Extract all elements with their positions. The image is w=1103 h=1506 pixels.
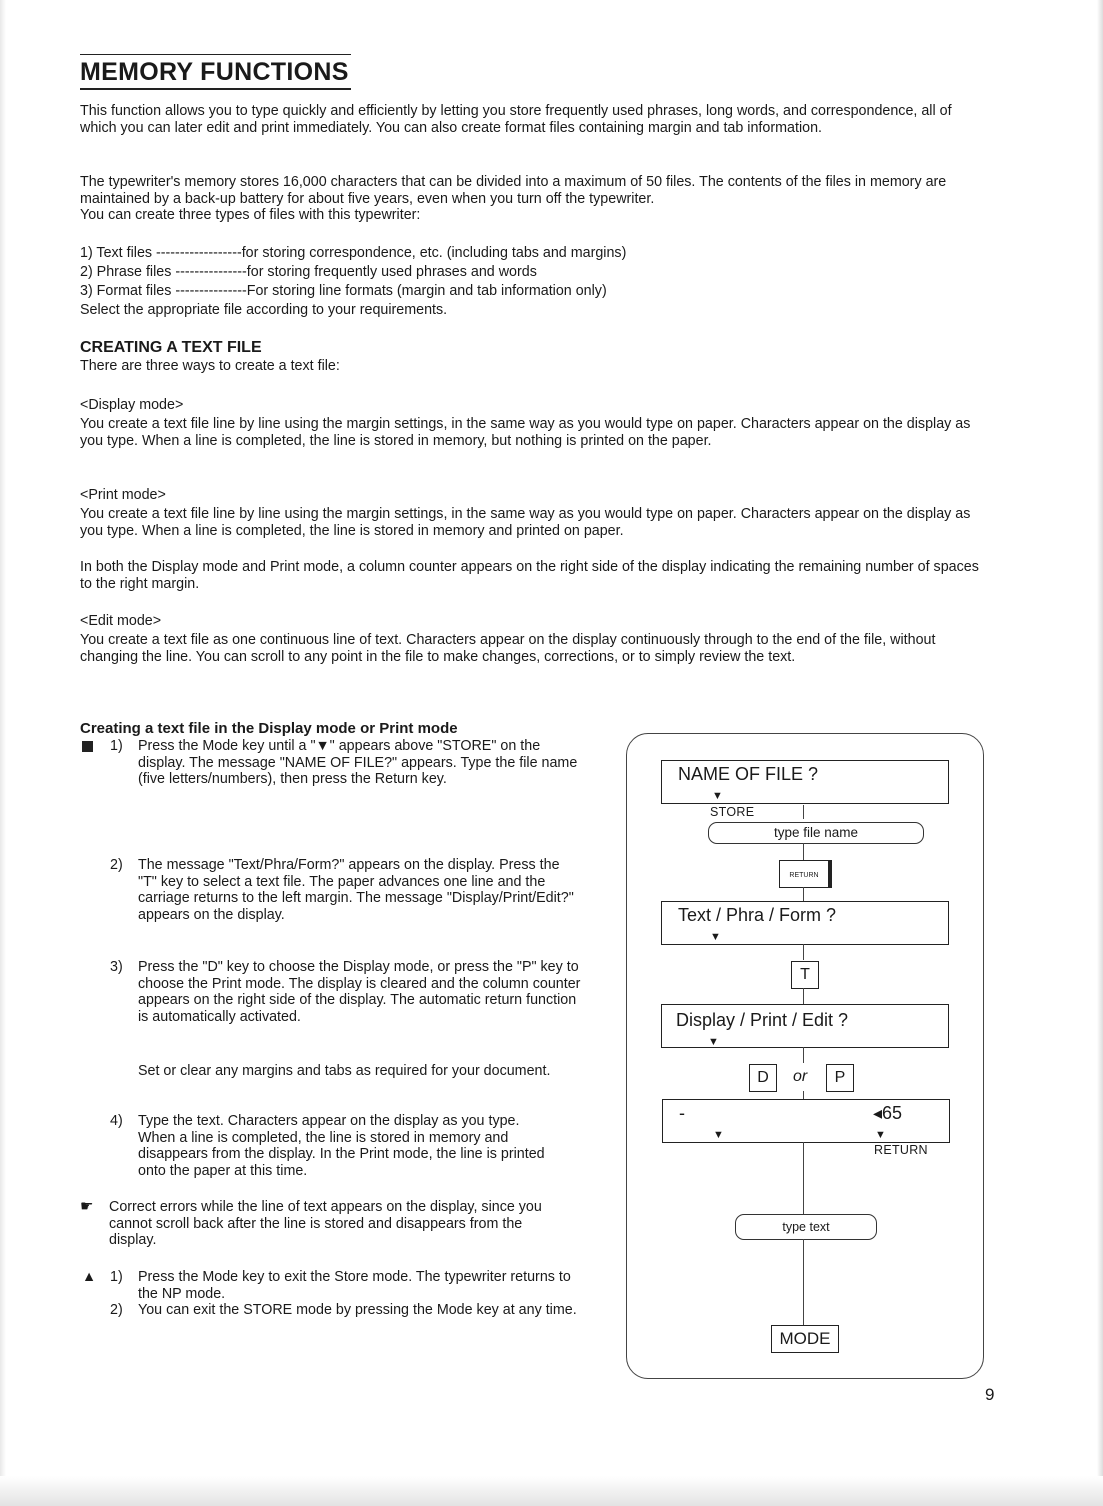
step-number: 1): [110, 738, 123, 754]
connector-line: [803, 843, 804, 861]
step-number: 2): [110, 857, 123, 873]
display-mode-text: You create a text file line by line using the margin settings, in the same way as you would type on paper. Characters appear on the display as you type. When a line is completed, the line is stored in memory, but nothing is printed on the paper.: [80, 416, 971, 449]
display-mode-label: <Display mode>: [80, 397, 184, 413]
d-key: D: [749, 1064, 777, 1092]
select-line: Select the appropriate file according to your requirements.: [80, 302, 448, 318]
subheading: Creating a text file in the Display mode or Print mode: [80, 720, 458, 737]
type-file-name-pill: type file name: [708, 822, 924, 844]
connector-line: [803, 887, 804, 901]
intro-paragraph: This function allows you to type quickly and efficiently by letting you store frequently used phrases, long words, and correspondence, all of which you can later edit and print immediately. You can also create format files containing margin and tab information.: [80, 103, 952, 136]
lcd-text-phra-form: [661, 901, 949, 945]
edit-mode-label: <Edit mode>: [80, 613, 162, 629]
p-key: P: [826, 1064, 854, 1092]
return-label: RETURN: [874, 1143, 928, 1157]
scan-edge-right: [1097, 0, 1103, 1506]
file-type-phrase: 2) Phrase files ---------------for storing frequently used phrases and words: [80, 264, 537, 280]
store-label: STORE: [710, 805, 755, 819]
step-1-text: Press the Mode key until a "▼" appears above "STORE" on the display. The message "NAME OF FILE?" appears. Type the file name (five letters/numbers), then press the Return key.: [138, 738, 578, 787]
caution-step-1: Press the Mode key to exit the Store mode. The typewriter returns to the NP mode.: [138, 1269, 571, 1302]
lcd-dash: -: [679, 1103, 685, 1123]
step-3-text: Press the "D" key to choose the Display mode, or press the "P" key to choose the Print mode. The display is cleared and the column counter appears on the right side of the display. The automatic return function is automatically activated.: [138, 959, 581, 1025]
triangle-caution-icon: ▲: [82, 1269, 97, 1285]
return-key: RETURN: [779, 860, 832, 888]
step-4-text: Type the text. Characters appear on the display as you type. When a line is completed, the line is stored in memory and disappears from the display. In the Print mode, the line is printed onto the paper at this time.: [138, 1113, 545, 1179]
step-number: 1): [110, 1269, 123, 1285]
margins-note: Set or clear any margins and tabs as required for your document.: [138, 1063, 551, 1079]
lcd-name-of-file: [661, 760, 949, 804]
connector-line: [803, 1142, 804, 1214]
lcd-text: Display / Print / Edit ?: [676, 1010, 849, 1030]
page-number: 9: [985, 1385, 995, 1404]
page-title: MEMORY FUNCTIONS: [80, 54, 351, 90]
caution-step-2: You can exit the STORE mode by pressing the Mode key at any time.: [138, 1302, 577, 1318]
print-mode-text: You create a text file line by line using the margin settings, in the same way as you would type on paper. Characters appear on the display as you type. When a line is completed, the line is stored in memory and printed on paper.: [80, 506, 971, 539]
arrow-down-icon: ▼: [712, 790, 723, 802]
memory-paragraph: The typewriter's memory stores 16,000 characters that can be divided into a maximum of 50 files. The contents of the files in memory are maintained by a back-up battery for about five years, even when you turn off the typewriter.: [80, 174, 947, 207]
column-counter: ◂65: [873, 1103, 903, 1123]
arrow-down-icon: ▼: [710, 931, 721, 943]
arrow-down-icon: ▼: [713, 1129, 724, 1141]
connector-line: [803, 1091, 804, 1099]
connector-line: [803, 805, 804, 819]
file-type-format: 3) Format files ---------------For storing line formats (margin and tab information only): [80, 283, 607, 299]
connector-line: [803, 988, 804, 1004]
lcd-display-print-edit: [661, 1004, 949, 1048]
types-intro: You can create three types of files with this typewriter:: [80, 207, 421, 223]
scan-edge-bottom: [0, 1476, 1103, 1506]
lcd-column-counter: [662, 1099, 950, 1143]
print-mode-label: <Print mode>: [80, 487, 166, 503]
hand-pointer-icon: ☛: [80, 1198, 94, 1215]
note-text: Correct errors while the line of text appears on the display, since you cannot scroll back after the line is stored and disappears from the display.: [109, 1199, 542, 1248]
three-ways-line: There are three ways to create a text file:: [80, 358, 340, 374]
type-text-pill: type text: [735, 1214, 877, 1240]
connector-line: [803, 1047, 804, 1063]
mode-key: MODE: [771, 1325, 839, 1353]
square-bullet-icon: [82, 741, 93, 752]
t-key: T: [791, 961, 819, 989]
edit-mode-text: You create a text file as one continuous line of text. Characters appear on the display continuously through to the end of the file, without changing the line. You can scroll to any point in the file to make changes, corrections, or to simply review the text.: [80, 632, 936, 665]
step-number: 4): [110, 1113, 123, 1129]
file-type-text: 1) Text files ------------------for storing correspondence, etc. (including tabs and margins): [80, 245, 627, 261]
scan-edge-left: [0, 0, 6, 1506]
step-number: 3): [110, 959, 123, 975]
lcd-text: NAME OF FILE ?: [678, 764, 819, 784]
step-2-text: The message "Text/Phra/Form?" appears on the display. Press the "T" key to select a text file. The paper advances one line and the carriage returns to the left margin. The message "Display/Print/Edit?" appears on the display.: [138, 857, 574, 923]
connector-line: [803, 944, 804, 960]
step-number: 2): [110, 1302, 123, 1318]
or-text: or: [793, 1068, 808, 1085]
section-heading: CREATING A TEXT FILE: [80, 339, 262, 356]
both-modes-text: In both the Display mode and Print mode, a column counter appears on the right side of the display indicating the remaining number of spaces to the right margin.: [80, 559, 979, 592]
arrow-down-icon: ▼: [708, 1036, 719, 1048]
lcd-text: Text / Phra / Form ?: [678, 905, 837, 925]
arrow-down-icon: ▼: [875, 1129, 886, 1141]
connector-line: [803, 1239, 804, 1325]
